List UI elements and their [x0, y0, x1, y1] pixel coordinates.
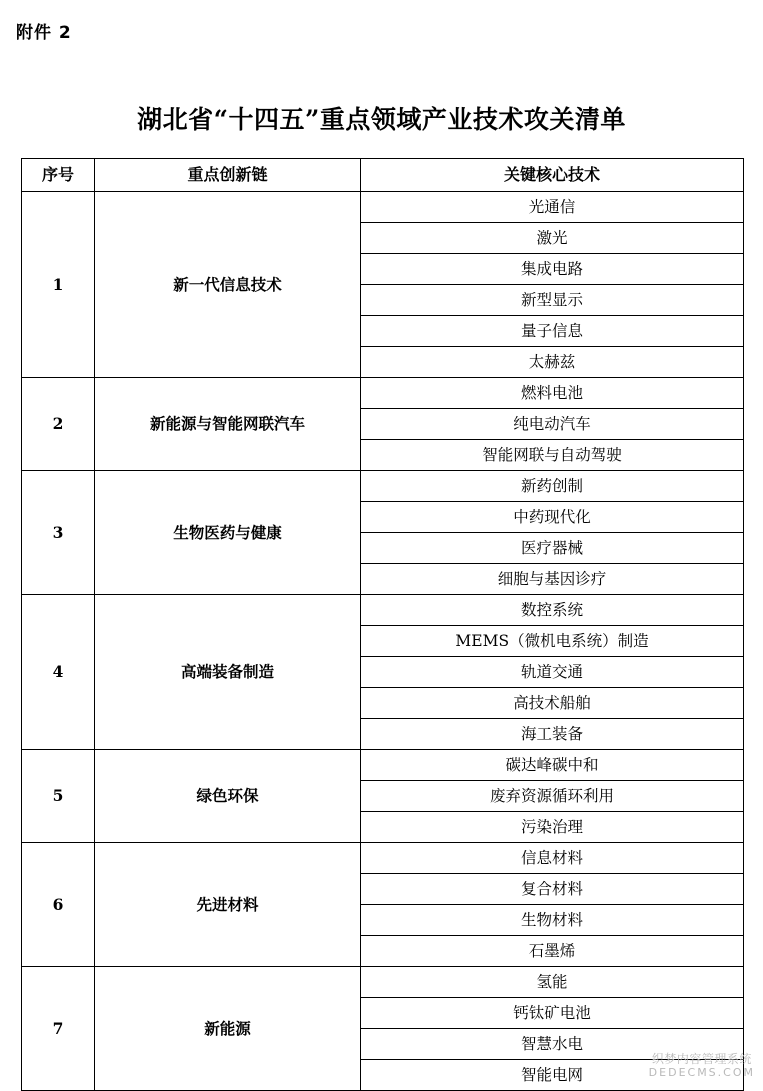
cell-key-technology: 中药现代化: [361, 502, 744, 533]
column-header-index: 序号: [22, 159, 95, 192]
cell-key-technology: 氢能: [361, 967, 744, 998]
table-row: [22, 378, 744, 409]
table-row: [22, 750, 744, 781]
cell-key-technology: 量子信息: [361, 316, 744, 347]
cell-key-technology: 海工装备: [361, 719, 744, 750]
cell-key-technology: 碳达峰碳中和: [361, 750, 744, 781]
cell-innovation-chain: 高端装备制造: [95, 595, 361, 750]
table-row: [22, 595, 744, 626]
cell-key-technology: 集成电路: [361, 254, 744, 285]
cell-key-technology: 燃料电池: [361, 378, 744, 409]
cell-key-technology: 光通信: [361, 192, 744, 223]
cell-key-technology: 智能电网: [361, 1060, 744, 1091]
table-body: [22, 192, 744, 1091]
cell-index: 6: [22, 843, 95, 967]
cell-key-technology: 医疗器械: [361, 533, 744, 564]
cell-innovation-chain: 先进材料: [95, 843, 361, 967]
cell-key-technology: 石墨烯: [361, 936, 744, 967]
column-header-tech: 关键核心技术: [361, 159, 744, 192]
cell-key-technology: 太赫兹: [361, 347, 744, 378]
watermark-line-1: 织梦内容管理系统: [651, 1052, 752, 1066]
cell-key-technology: 智能网联与自动驾驶: [361, 440, 744, 471]
cell-key-technology: 新型显示: [361, 285, 744, 316]
cell-key-technology: 数控系统: [361, 595, 744, 626]
watermark: [649, 1052, 755, 1080]
cell-key-technology: 细胞与基因诊疗: [361, 564, 744, 595]
watermark-line-2: DEDECMS.COM: [648, 1066, 755, 1079]
cell-key-technology: 废弃资源循环利用: [361, 781, 744, 812]
table-row: [22, 192, 744, 223]
cell-index: 4: [22, 595, 95, 750]
cell-key-technology: 新药创制: [361, 471, 744, 502]
page-title: 湖北省“十四五”重点领域产业技术攻关清单: [137, 105, 626, 134]
cell-key-technology: 信息材料: [361, 843, 744, 874]
cell-innovation-chain: 生物医药与健康: [95, 471, 361, 595]
cell-index: 3: [22, 471, 95, 595]
column-header-chain: 重点创新链: [95, 159, 361, 192]
table-header-row: [22, 159, 744, 192]
cell-key-technology: 高技术船舶: [361, 688, 744, 719]
table-row: [22, 843, 744, 874]
cell-key-technology: 钙钛矿电池: [361, 998, 744, 1029]
cell-index: 2: [22, 378, 95, 471]
cell-key-technology: 纯电动汽车: [361, 409, 744, 440]
cell-index: 7: [22, 967, 95, 1091]
cell-key-technology: 激光: [361, 223, 744, 254]
cell-key-technology: 生物材料: [361, 905, 744, 936]
cell-key-technology: 复合材料: [361, 874, 744, 905]
table-row: [22, 471, 744, 502]
cell-key-technology: 轨道交通: [361, 657, 744, 688]
cell-key-technology: 智慧水电: [361, 1029, 744, 1060]
cell-innovation-chain: 新一代信息技术: [95, 192, 361, 378]
cell-innovation-chain: 新能源: [95, 967, 361, 1091]
attachment-label: 附件 2: [16, 23, 72, 43]
table-row: [22, 967, 744, 998]
cell-index: 5: [22, 750, 95, 843]
cell-innovation-chain: 新能源与智能网联汽车: [95, 378, 361, 471]
tech-list-table: [21, 158, 744, 1091]
cell-key-technology: 污染治理: [361, 812, 744, 843]
cell-index: 1: [22, 192, 95, 378]
cell-innovation-chain: 绿色环保: [95, 750, 361, 843]
cell-key-technology: MEMS（微机电系统）制造: [361, 626, 744, 657]
